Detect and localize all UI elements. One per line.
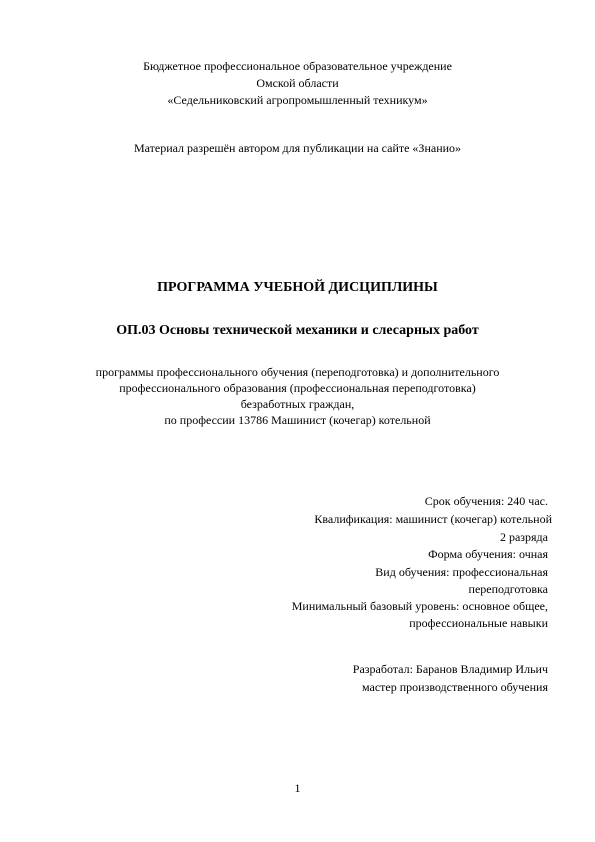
- institution-line-1: Бюджетное профессиональное образовательное учреждение: [143, 59, 452, 73]
- description-line-3: безработных граждан,: [240, 397, 355, 411]
- author-position: мастер производственного обучения: [362, 680, 548, 694]
- institution-line-2: Омской области: [256, 76, 339, 90]
- description-line-4: по профессии 13786 Машинист (кочегар) котельной: [164, 413, 431, 427]
- author-name: Разработал: Баранов Владимир Ильич: [352, 662, 548, 676]
- document-title: ПРОГРАММА УЧЕБНОЙ ДИСЦИПЛИНЫ: [157, 280, 438, 295]
- discipline-title: ОП.03 Основы технической механики и слесарных работ: [116, 323, 479, 338]
- details-grade: 2 разряда: [499, 530, 548, 544]
- publication-permission: Материал разрешён автором для публикации на сайте «Знанио»: [133, 141, 462, 155]
- page-number: 1: [294, 781, 301, 795]
- details-base-level: Минимальный базовый уровень: основное общее,: [291, 599, 548, 613]
- details-study-type: Вид обучения: профессиональная: [375, 565, 548, 579]
- details-qualification: Квалификация: машинист (кочегар) котельной: [314, 512, 552, 526]
- institution-line-3: «Седельниковский агропромышленный техникум»: [167, 93, 428, 107]
- details-study-form: Форма обучения: очная: [428, 547, 548, 561]
- description-line-2: профессионального образования (профессиональная переподготовка): [119, 381, 476, 395]
- details-duration: Срок обучения: 240 час.: [424, 494, 548, 508]
- details-base-level-cont: профессиональные навыки: [409, 616, 548, 630]
- description-line-1: программы профессионального обучения (переподготовка) и дополнительного: [95, 365, 500, 379]
- details-study-type-cont: переподготовка: [468, 582, 548, 596]
